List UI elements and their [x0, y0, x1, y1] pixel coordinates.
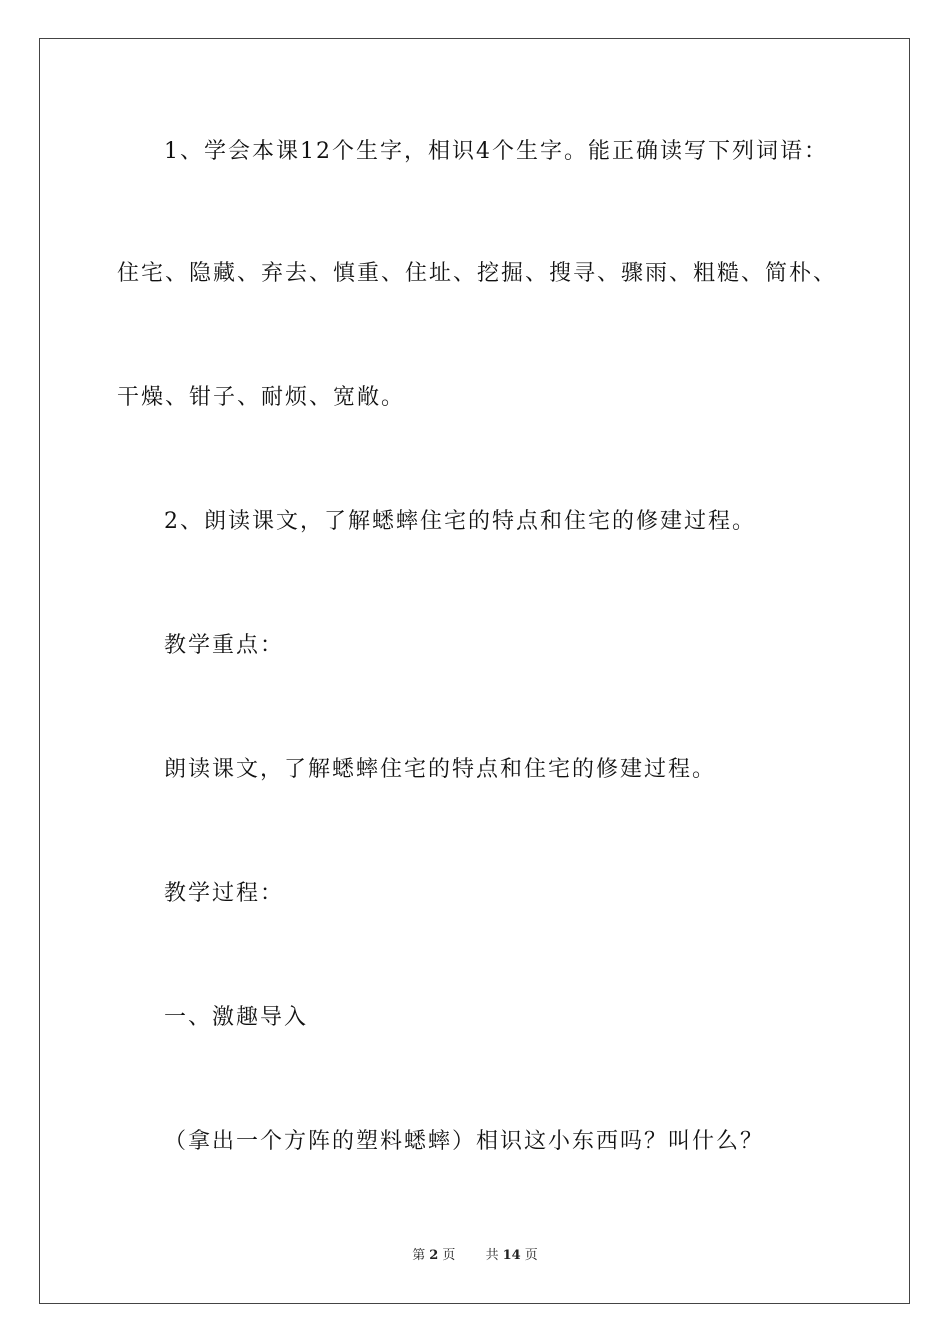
section-one-heading: 一、激趣导入: [164, 1005, 309, 1030]
footer-total-pages: 14: [502, 1248, 521, 1263]
page-footer: [0, 1247, 950, 1265]
objective-1-text: 1、学会本课12个生字，相识4个生字。能正确读写下列词语：: [164, 139, 828, 164]
objective-2-text: 2、朗读课文，了解蟋蟀住宅的特点和住宅的修建过程。: [164, 509, 756, 534]
footer-total-prefix: 共: [485, 1248, 499, 1263]
teaching-focus-text: 朗读课文，了解蟋蟀住宅的特点和住宅的修建过程。: [164, 757, 717, 782]
teaching-process-heading: 教学过程：: [164, 881, 285, 906]
vocabulary-line-1: 住宅、隐藏、弃去、慎重、住址、挖掘、搜寻、骤雨、粗糙、简朴、: [117, 261, 838, 286]
footer-page-number: 2: [429, 1248, 439, 1263]
teaching-focus-heading: 教学重点：: [164, 633, 285, 658]
page-frame: [39, 38, 910, 1304]
intro-question-text: （拿出一个方阵的塑料蟋蟀）相识这小东西吗？叫什么？: [164, 1129, 765, 1154]
footer-page-prefix: 第: [412, 1248, 426, 1263]
footer-total-suffix: 页: [524, 1248, 538, 1263]
footer-page-suffix: 页: [442, 1248, 456, 1263]
vocabulary-line-2: 干燥、钳子、耐烦、宽敞。: [117, 385, 406, 410]
